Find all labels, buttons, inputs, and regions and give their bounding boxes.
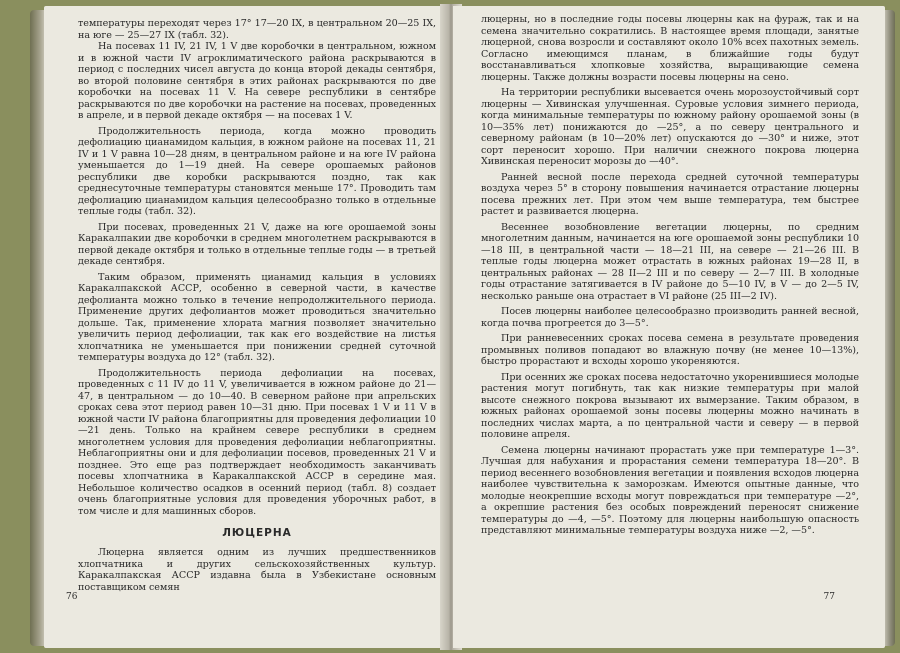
paragraph: Ранней весной после перехода средней суточной температуры воздуха через 5° в сторону повышения начинается отрастание люцерны посева прежних лет. При этом чем выше температура, тем быстрее растет и развивается люцерна. <box>481 171 859 217</box>
paragraph: Таким образом, применять цианамид кальция в условиях Каракалпакской АССР, особенно в северной части, в качестве дефолианта можно только в течение непродолжительного периода. Применение других дефолиантов может проводиться значительно дольше. Так, применение хлората магния позволяет значительно увеличить период дефолиации, так как его воздействие на листья хлопчатника не уменьшается при понижении средней суточной температуры воздуха до 12° (табл. 32). <box>78 271 436 363</box>
page-number: 77 <box>823 592 835 602</box>
paragraph: Люцерна является одним из лучших предшественников хлопчатника и других сельскохозяйственных культур. Каракалпакская АССР издавна была в Узбекистане основным поставщиком семян <box>78 547 436 593</box>
paragraph: При ранневесенних сроках посева семена в результате проведения промывных поливов попадают во влажную почву (не менее 10—13%), быстро прорастают и всходы хорошо укореняются. <box>481 333 859 367</box>
paragraph: Семена люцерны начинают прорастать уже при температуре 1—3°. Лучшая для набухания и прорастания семени температура 18—20°. В период весеннего возобновления вегетации и появления всходов люцерна наиболее чувствительна к заморозкам. Имеются опытные данные, что молодые неокрепшие всходы могут повреждаться при температуре —2°, а окрепшие растения без особых повреждений переносят снижение температуры до —4, —5°. Поэтому для люцерны наибольшую опасность представляют минимальные температуры воздуха ниже —2, —5°. <box>481 444 859 536</box>
paragraph: люцерны, но в последние годы посевы люцерны как на фураж, так и на семена значительно сократились. В настоящее время площади, занятые люцерной, снова возросли и составляют около 10% всех пахотных земель. Согласно имеющимся планам, в ближайшие годы будут восстанавливаться хлопковые хозяйства, выращивающие семена люцерны. Также должны возрасти посевы люцерны на сено. <box>481 14 859 83</box>
paragraph: температуры переходят через 17° 17—20 IX, в центральном 20—25 IX, на юге — 25—27 IX (табл. 32). <box>78 18 436 41</box>
paragraph: Посев люцерны наиболее целесообразно производить ранней весной, когда почва прогреется до 3—5°. <box>481 306 859 329</box>
page-number: 76 <box>66 592 78 602</box>
paragraph: При осенних же сроках посева недостаточно укоренившиеся молодые растения могут погибнуть, так как низкие температуры при малой высоте снежного покрова вызывают их вымерзание. Таким образом, в южных районах орошаемой зоны посевы люцерны можно начинать в последних числах марта, а по центральной части и северу — в первой половине апреля. <box>481 371 859 440</box>
paragraph: Продолжительность периода, когда можно проводить дефолиацию цианамидом кальция, в южном районе на посевах 11, 21 IV и 1 V равна 10—28 дням, в центральном районе и на юге IV района уменьшается до 1—19 дней. На севере орошаемых районов республики две коробки раскрываются поздно, так как среднесуточные температуры становятся меньше 17°. Проводить там дефолиацию цианамидом кальция целесообразно только в отдельные теплые годы (табл. 32). <box>78 125 436 217</box>
paragraph: Продолжительность периода дефолиации на посевах, проведенных с 11 IV до 11 V, увеличивается в южном районе до 21—47, в центральном — до 10—40. В северном районе при апрельских сроках сева этот период равен 10—31 дню. При посевах 1 V и 11 V в южной части IV района благоприятны для проведения дефолиации 10—21 день. Только на крайнем севере республики в среднем многолетнем условия для проведения дефолиации неблагоприятны. Неблагоприятны они и для дефолиации посевов, проведенных 21 V и позднее. Это еще раз подтверждает необходимость заканчивать посевы хлопчатника в Каракалпакской АССР в середине мая. Небольшое количество осадков в осенний период (табл. 8) создает очень благоприятные условия для проведения уборочных работ, в том числе и для машинных сборов. <box>78 367 436 517</box>
paragraph: На посевах 11 IV, 21 IV, 1 V две коробочки в центральном, южном и в южной части IV агроклиматического района раскрываются в период с последних чисел августа до конца второй декады сентября, во второй половине сентября в этих районах раскрываются по две коробочки на посевах 11 V. На севере республики в сентябре раскрываются по две коробочки на растение на посевах, проведенных в апреле, и в первой декаде октября — на посевах 1 V. <box>78 41 437 121</box>
paragraph: На территории республики высевается очень морозоустойчивый сорт люцерны — Хивинская улучшенная. Суровые условия зимнего периода, когда минимальные температуры по южному району орошаемой зоны (в 10—35% лет) понижаются до —25°, а по северу центрального и северному районам (в 10—20% лет) опускаются до —30° и ниже, этот сорт переносит хорошо. При наличии снежного покрова люцерна Хивинская переносит морозы до —40°. <box>481 87 859 167</box>
right-page <box>453 6 885 648</box>
left-page <box>44 6 450 648</box>
paragraph: Весеннее возобновление вегетации люцерны, по средним многолетним данным, начинается на юге орошаемой зоны республики 10—18 III, в центральной части — 18—21 III, на севере — 21—26 III. В теплые годы люцерна может отрастать в южных районах 19—28 II, в центральных районах — 28 II—2 III и по северу — 2—7 III. В холодные годы отрастание затягивается в IV районе до 5—10 IV, в V — до 2—5 IV, несколько раньше она отрастает в VI районе (25 III—2 IV). <box>481 221 859 302</box>
section-heading: ЛЮЦЕРНА <box>222 527 292 539</box>
paragraph: При посевах, проведенных 21 V, даже на юге орошаемой зоны Каракалпакии две коробочки в среднем многолетнем раскрываются в первой декаде октября и только в отдельные теплые годы — в третьей декаде сентября. <box>78 221 436 267</box>
